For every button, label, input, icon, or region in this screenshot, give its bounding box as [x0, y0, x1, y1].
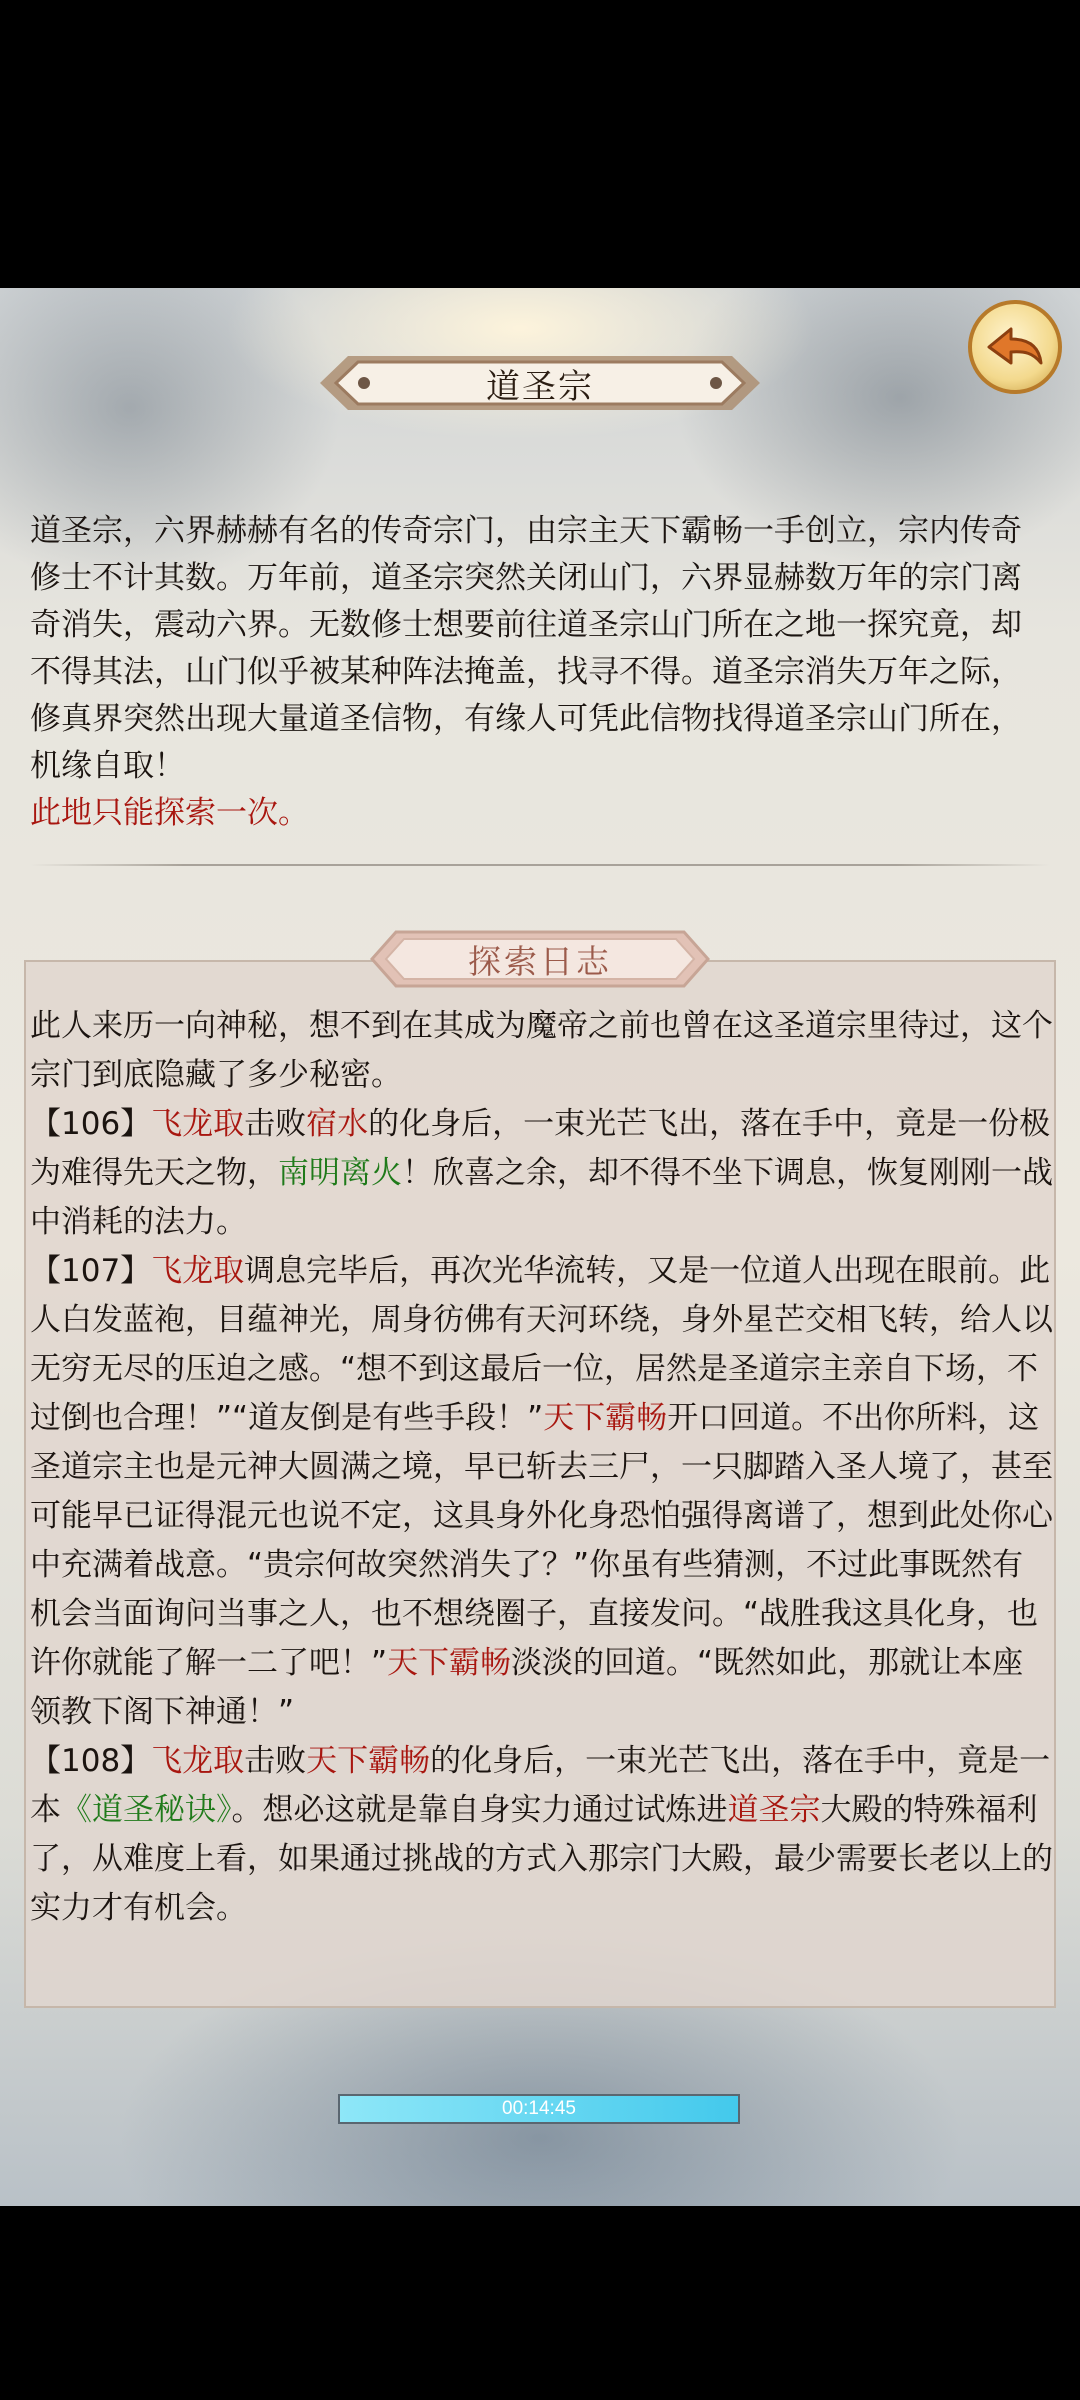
explore-once-warning: 此地只能探索一次。	[30, 795, 309, 831]
intro-text	[30, 508, 1050, 837]
timer-bar	[338, 2094, 740, 2124]
divider	[30, 864, 1050, 866]
intro-paragraph: 道圣宗，六界赫赫有名的传奇宗门，由宗主天下霸畅一手创立，宗内传奇修士不计其数。万年前，道圣宗突然关闭山门，六界显赫数万年的宗门离奇消失，震动六界。无数修士想要前往道圣宗山门所在之地一探究竟，却不得其法，山门似乎被某种阵法掩盖，找寻不得。道圣宗消失万年之际，修真界突然出现大量道圣信物，有缘人可凭此信物找得道圣宗山门所在，机缘自取！	[30, 513, 1022, 784]
page-title: 道圣宗	[486, 366, 594, 407]
log-title: 探索日志	[468, 941, 612, 981]
log-header	[370, 926, 710, 992]
back-arrow-icon	[985, 325, 1045, 369]
game-scene	[0, 288, 1080, 2206]
log-intro: 此人来历一向神秘，想不到在其成为魔帝之前也曾在这圣道宗里待过，这个宗门到底隐藏了多少秘密。	[30, 1008, 1053, 1093]
log-content[interactable]	[30, 1002, 1054, 1933]
title-banner	[318, 348, 762, 418]
log-entry-108: 【108】飞龙取击败天下霸畅的化身后，一束光芒飞出，落在手中，竟是一本《道圣秘诀》。想必这就是靠自身实力通过试炼进道圣宗大殿的特殊福利了，从难度上看，如果通过挑战的方式入那宗门大殿，最少需要长老以上的实力才有机会。	[30, 1743, 1053, 1926]
timer-value: 00:14:45	[502, 2098, 576, 2119]
log-entry-107: 【107】飞龙取调息完毕后，再次光华流转，又是一位道人出现在眼前。此人白发蓝袍，目蕴神光，周身彷佛有天河环绕，身外星芒交相飞转，给人以无穷无尽的压迫之感。“想不到这最后一位，居然是圣道宗主亲自下场，不过倒也合理！”“道友倒是有些手段！”天下霸畅开口回道。不出你所料，这圣道宗主也是元神大圆满之境，早已斩去三尸，一只脚踏入圣人境了，甚至可能早已证得混元也说不定，这具身外化身恐怕强得离谱了，想到此处你心中充满着战意。“贵宗何故突然消失了？”你虽有些猜测，不过此事既然有机会当面询问当事之人，也不想绕圈子，直接发问。“战胜我这具化身，也许你就能了解一二了吧！”天下霸畅淡淡的回道。“既然如此，那就让本座领教下阁下神通！”	[30, 1253, 1053, 1730]
back-button[interactable]	[968, 300, 1062, 394]
log-entry-106: 【106】飞龙取击败宿水的化身后，一束光芒飞出，落在手中，竟是一份极为难得先天之物，南明离火！欣喜之余，却不得不坐下调息，恢复刚刚一战中消耗的法力。	[30, 1106, 1053, 1240]
